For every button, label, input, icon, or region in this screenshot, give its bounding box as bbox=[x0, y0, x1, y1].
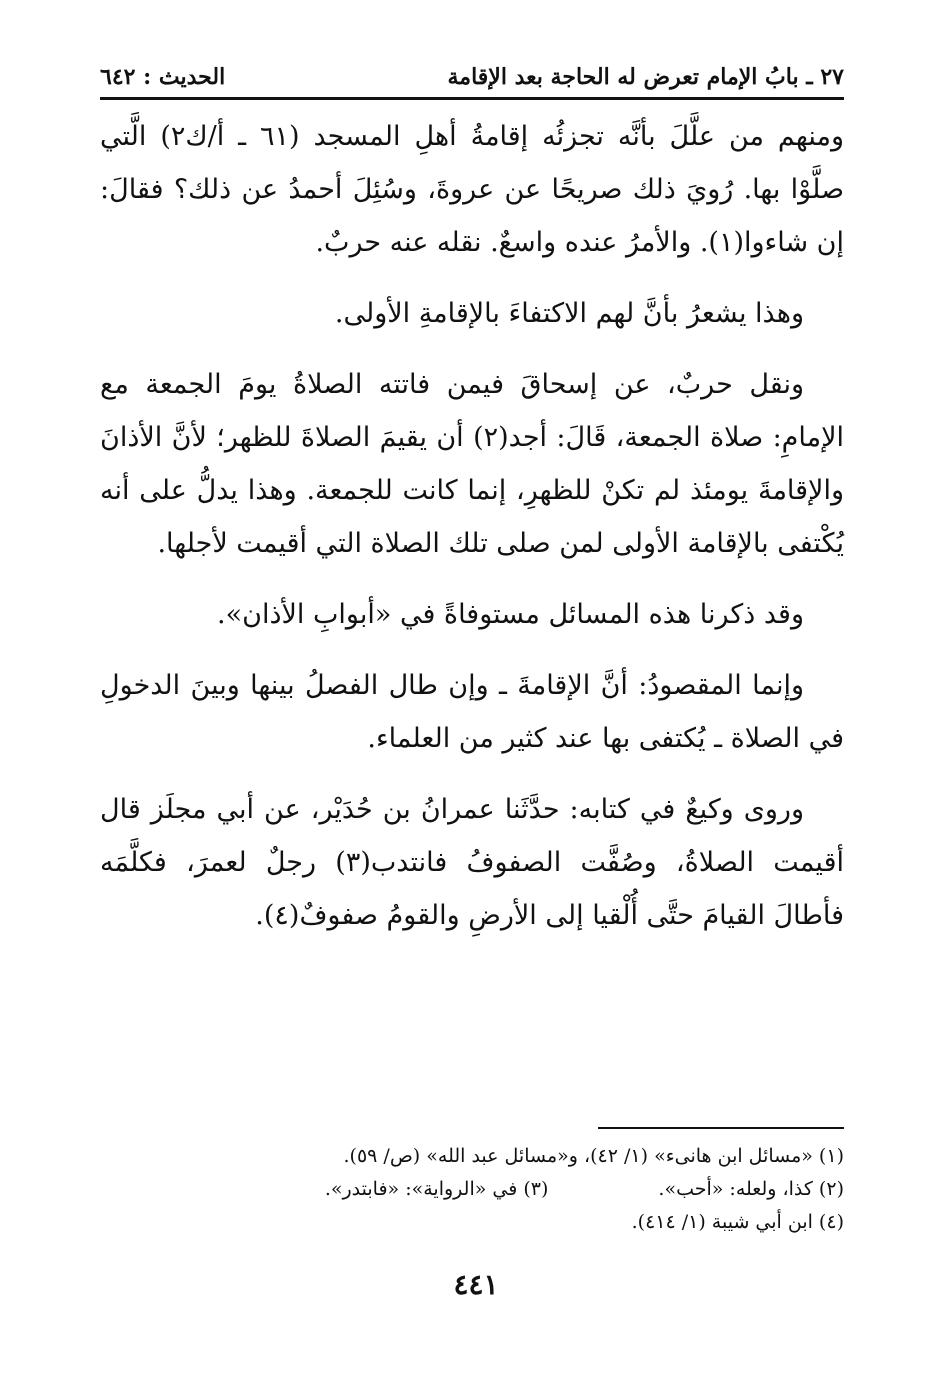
paragraph-6: وروى وكيعٌ في كتابه: حدَّثَنا عمرانُ بن حُدَيْر، عن أبي مجلَز قال أقيمت الصلاةُ، وصُفَّت الصفوفُ فانتدب(٣) رجلٌ لعمرَ، فكلَّمَه فأطالَ القيامَ حتَّى أُلْقيا إلى الأرضِ والقومُ صفوفٌ(٤). bbox=[100, 794, 844, 931]
paragraph-4: وقد ذكرنا هذه المسائل مستوفاةً في «أبوابِ الأذان». bbox=[217, 599, 804, 630]
paragraph-2: وهذا يشعرُ بأنَّ لهم الاكتفاءَ بالإقامةِ الأولى. bbox=[334, 298, 804, 329]
footnote-3: (٣) في «الرواية»: «فابتدر». bbox=[324, 1178, 549, 1200]
page-number: ٤٤١ bbox=[453, 1268, 499, 1301]
footnote-row-2-3 bbox=[100, 1173, 844, 1206]
running-header bbox=[100, 58, 844, 96]
paragraph-1: ومنهم من علَّلَ بأنَّه تجزئُه إقامةُ أهلِ المسجد (٦١ ـ أ/ك٢) الَّتي صلَّوْا بها. رُويَ ذلك صريحًا عن عروةَ، وسُئِلَ أحمدُ عن ذلك؟ فقالَ: إن شاءوا(١). والأمرُ عنده واسعٌ. نقله عنه حربٌ. bbox=[100, 121, 844, 258]
footnotes bbox=[100, 1140, 844, 1239]
paragraph-5: وإنما المقصودُ: أنَّ الإقامةَ ـ وإن طال الفصلُ بينها وبينَ الدخولِ في الصلاة ـ يُكتفى بها عند كثير من العلماء. bbox=[100, 670, 844, 754]
footnote-rule bbox=[598, 1127, 844, 1129]
footnote-1: (١) «مسائل ابن هانىء» (١/ ٤٢)، و«مسائل عبد الله» (ص/ ٥٩). bbox=[343, 1145, 844, 1167]
main-text bbox=[100, 110, 844, 960]
header-rule bbox=[100, 97, 844, 100]
hadith-label: الحديث : ٦٤٢ bbox=[100, 64, 226, 90]
paragraph-3: ونقل حربٌ، عن إسحاقَ فيمن فاتته الصلاةُ يومَ الجمعة مع الإمامِ: صلاة الجمعة، قَالَ: أجد(٢) أن يقيمَ الصلاةَ للظهر؛ لأنَّ الأذانَ والإقامةَ يومئذ لم تكنْ للظهرِ، إنما كانت للجمعة. وهذا يدلُّ على أنه يُكْتفى بالإقامة الأولى لمن صلى تلك الصلاة التي أقيمت لأجلها. bbox=[100, 369, 844, 559]
footnote-4: (٤) ابن أبي شيبة (١/ ٤١٤). bbox=[631, 1211, 844, 1233]
footnote-2: (٢) كذا، ولعله: «أحب». bbox=[658, 1178, 844, 1200]
chapter-title: ٢٧ ـ بابُ الإمام تعرض له الحاجة بعد الإقامة bbox=[447, 64, 844, 90]
